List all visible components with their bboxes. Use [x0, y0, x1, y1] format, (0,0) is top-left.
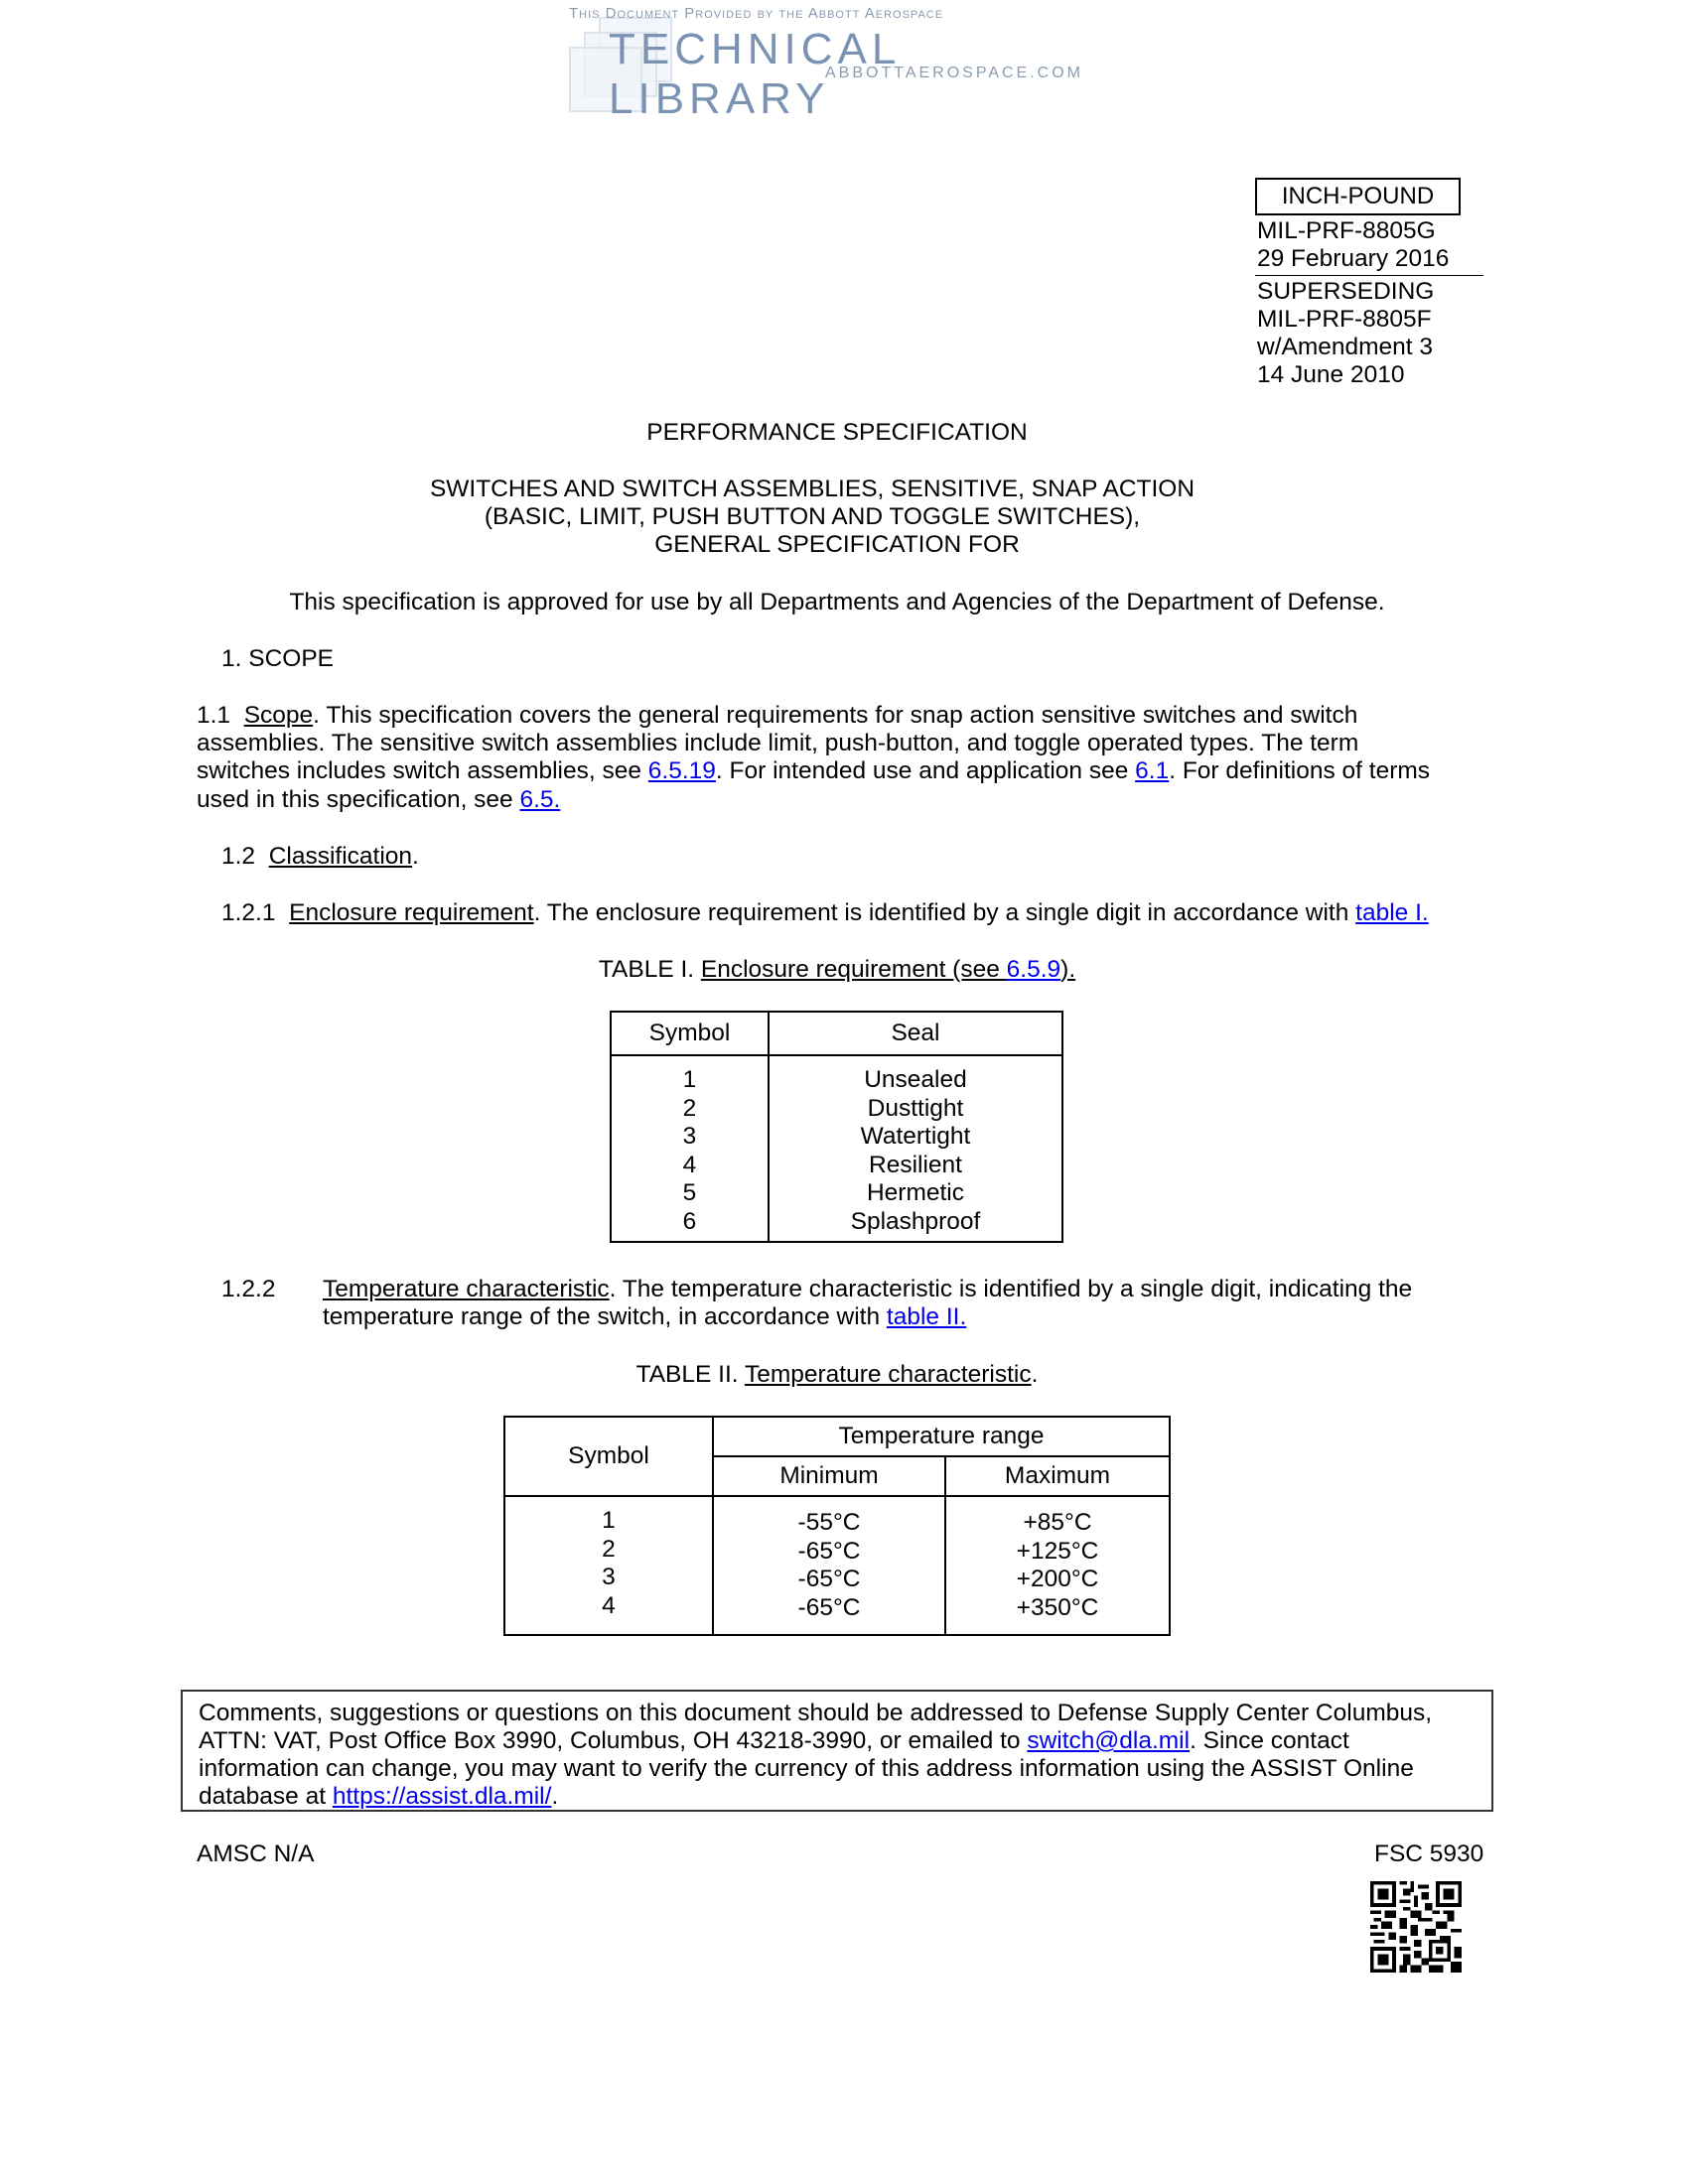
para-text: used in this specification, see — [197, 786, 520, 813]
table-cell: 2 — [682, 1094, 697, 1122]
caption-title: Enclosure requirement (see 6.5.9). — [700, 956, 1076, 983]
para-1-1-line-4 — [197, 788, 560, 813]
table-cell: +350°C — [1016, 1593, 1099, 1621]
table-2-header-minimum: Minimum — [713, 1456, 945, 1496]
para-text: switches includes switch assemblies, see — [197, 757, 648, 784]
approval-statement: This specification is approved for use by all Departments and Agencies of the Department of Defense. — [289, 589, 1385, 615]
para-title: Temperature characteristic — [323, 1276, 610, 1302]
table-2-header-symbol: Symbol — [504, 1417, 713, 1496]
table-2-maximum-column — [945, 1496, 1170, 1635]
para-1-2-2-number: 1.2.2 — [221, 1276, 276, 1302]
para-1-1-line-2: assemblies. The sensitive switch assemblies include limit, push-button, and toggle operated types. The term — [197, 730, 1359, 756]
link-table-1[interactable]: table I. — [1355, 899, 1429, 926]
table-cell: 2 — [602, 1535, 616, 1563]
section-scope-heading: 1. SCOPE — [221, 645, 335, 672]
table-temperature-characteristic — [503, 1416, 1171, 1636]
title-line-1: SWITCHES AND SWITCH ASSEMBLIES, SENSITIVE, SNAP ACTION — [429, 476, 1196, 502]
assist-url-link[interactable]: https://assist.dla.mil/ — [332, 1783, 552, 1810]
table-cell: Unsealed — [864, 1066, 967, 1093]
table-cell: Resilient — [869, 1151, 962, 1178]
caption-end: . — [1031, 1361, 1039, 1388]
table-cell: 6 — [682, 1207, 697, 1235]
table-cell: -55°C — [797, 1509, 861, 1536]
link-6-5[interactable]: 6.5. — [519, 786, 561, 813]
watermark-title: TECHNICAL LIBRARY — [609, 25, 900, 123]
email-link[interactable]: switch@dla.mil — [1027, 1727, 1191, 1754]
amendment: w/Amendment 3 — [1257, 334, 1434, 360]
table-cell: -65°C — [797, 1566, 861, 1592]
table-cell: 3 — [602, 1564, 616, 1590]
table-2-symbol-column — [504, 1496, 713, 1635]
para-title: Classification — [268, 843, 413, 870]
table-2-caption — [0, 1363, 1674, 1388]
para-text: . — [412, 843, 419, 870]
table-cell: +85°C — [1023, 1509, 1092, 1536]
table-1-seal-column — [769, 1055, 1062, 1242]
qr-code-icon — [1370, 1881, 1462, 1973]
table-cell: Splashproof — [850, 1207, 981, 1235]
table-1-header-symbol: Symbol — [611, 1012, 769, 1055]
comments-line-1: Comments, suggestions or questions on this document should be addressed to Defense Supply Center Columbus, — [199, 1700, 1433, 1726]
para-text: . The temperature characteristic is identified by a single digit, indicating the — [609, 1276, 1413, 1302]
table-cell: +125°C — [1016, 1537, 1099, 1565]
abbott-technical-library-logo — [569, 5, 1085, 123]
table-cell: -65°C — [797, 1593, 861, 1621]
table-1-header-seal: Seal — [769, 1012, 1062, 1055]
para-title: Scope — [243, 702, 314, 729]
para-text: . The enclosure requirement is identified by a single digit in accordance with — [533, 899, 1356, 926]
table-cell: Watertight — [860, 1123, 971, 1150]
table-cell: 5 — [682, 1179, 697, 1206]
superseded-date: 14 June 2010 — [1257, 361, 1405, 388]
para-1-1-line-1 — [197, 704, 1357, 729]
comments-text: . — [551, 1783, 559, 1810]
para-number: 1.1 — [197, 702, 231, 729]
para-number: 1.2.1 — [221, 899, 276, 926]
title-line-2: (BASIC, LIMIT, PUSH BUTTON AND TOGGLE SWITCHES), — [484, 503, 1141, 530]
table-cell: 4 — [682, 1151, 697, 1178]
para-text: . For intended use and application see — [715, 757, 1136, 784]
para-1-2 — [221, 845, 419, 870]
table-enclosure-requirement — [610, 1011, 1063, 1243]
para-title: Enclosure requirement — [289, 899, 534, 926]
doc-date: 29 February 2016 — [1257, 245, 1450, 272]
table-cell: 3 — [682, 1123, 697, 1150]
caption-prefix: TABLE I. — [598, 956, 701, 983]
table-cell: Hermetic — [866, 1179, 964, 1206]
table-2-minimum-column — [713, 1496, 945, 1635]
comments-text: . Since contact — [1190, 1727, 1349, 1754]
link-6-1[interactable]: 6.1 — [1135, 757, 1170, 784]
caption-prefix: TABLE II. — [635, 1361, 745, 1388]
link-6-5-19[interactable]: 6.5.19 — [647, 757, 716, 784]
table-cell: 4 — [602, 1591, 616, 1619]
table-1-symbol-column — [611, 1055, 769, 1242]
doc-id: MIL-PRF-8805G — [1257, 217, 1436, 244]
para-1-2-2-line-1 — [323, 1278, 1412, 1302]
watermark-url: ABBOTTAEROSPACE.COM — [825, 65, 1083, 81]
inch-pound-box: INCH-POUND — [1255, 178, 1461, 215]
link-table-2[interactable]: table II. — [886, 1303, 967, 1330]
caption-title: Temperature characteristic — [744, 1361, 1032, 1388]
para-1-2-2-line-2 — [323, 1305, 966, 1330]
comments-text: ATTN: VAT, Post Office Box 3990, Columbus, OH 43218-3990, or emailed to — [199, 1727, 1028, 1754]
para-1-2-1 — [221, 901, 1429, 926]
table-cell: 1 — [682, 1066, 697, 1093]
comments-text: database at — [199, 1783, 333, 1810]
watermark-provided-by: This Document Provided by the Abbott Aerospace — [569, 5, 944, 22]
table-2-header-maximum: Maximum — [945, 1456, 1170, 1496]
table-2-header-temperature-range: Temperature range — [713, 1417, 1170, 1456]
header-divider — [1255, 275, 1483, 276]
superseded-doc-id: MIL-PRF-8805F — [1257, 306, 1432, 333]
link-6-5-9[interactable]: 6.5.9 — [1006, 956, 1061, 983]
title-line-3: GENERAL SPECIFICATION FOR — [654, 531, 1020, 558]
comments-line-2 — [199, 1729, 1349, 1754]
table-cell: -65°C — [797, 1537, 861, 1565]
table-cell: Dusttight — [867, 1094, 964, 1122]
amsc-code: AMSC N/A — [197, 1841, 315, 1867]
fsc-code: FSC 5930 — [1374, 1841, 1484, 1867]
para-text: temperature range of the switch, in accordance with — [323, 1303, 887, 1330]
table-cell: 1 — [602, 1507, 616, 1534]
para-text: . For definitions of terms — [1169, 757, 1431, 784]
para-1-1-line-3 — [197, 759, 1430, 784]
table-1-caption — [0, 958, 1674, 983]
comments-line-4 — [199, 1785, 558, 1810]
para-number: 1.2 — [221, 843, 256, 870]
table-cell: +200°C — [1016, 1566, 1099, 1592]
comments-box — [181, 1690, 1493, 1812]
spec-type: PERFORMANCE SPECIFICATION — [646, 419, 1028, 446]
para-text: . This specification covers the general requirements for snap action sensitive switches and switch — [313, 702, 1358, 729]
comments-line-3: information can change, you may want to verify the currency of this address information using the ASSIST Online — [199, 1755, 1414, 1782]
superseding-label: SUPERSEDING — [1257, 278, 1435, 305]
